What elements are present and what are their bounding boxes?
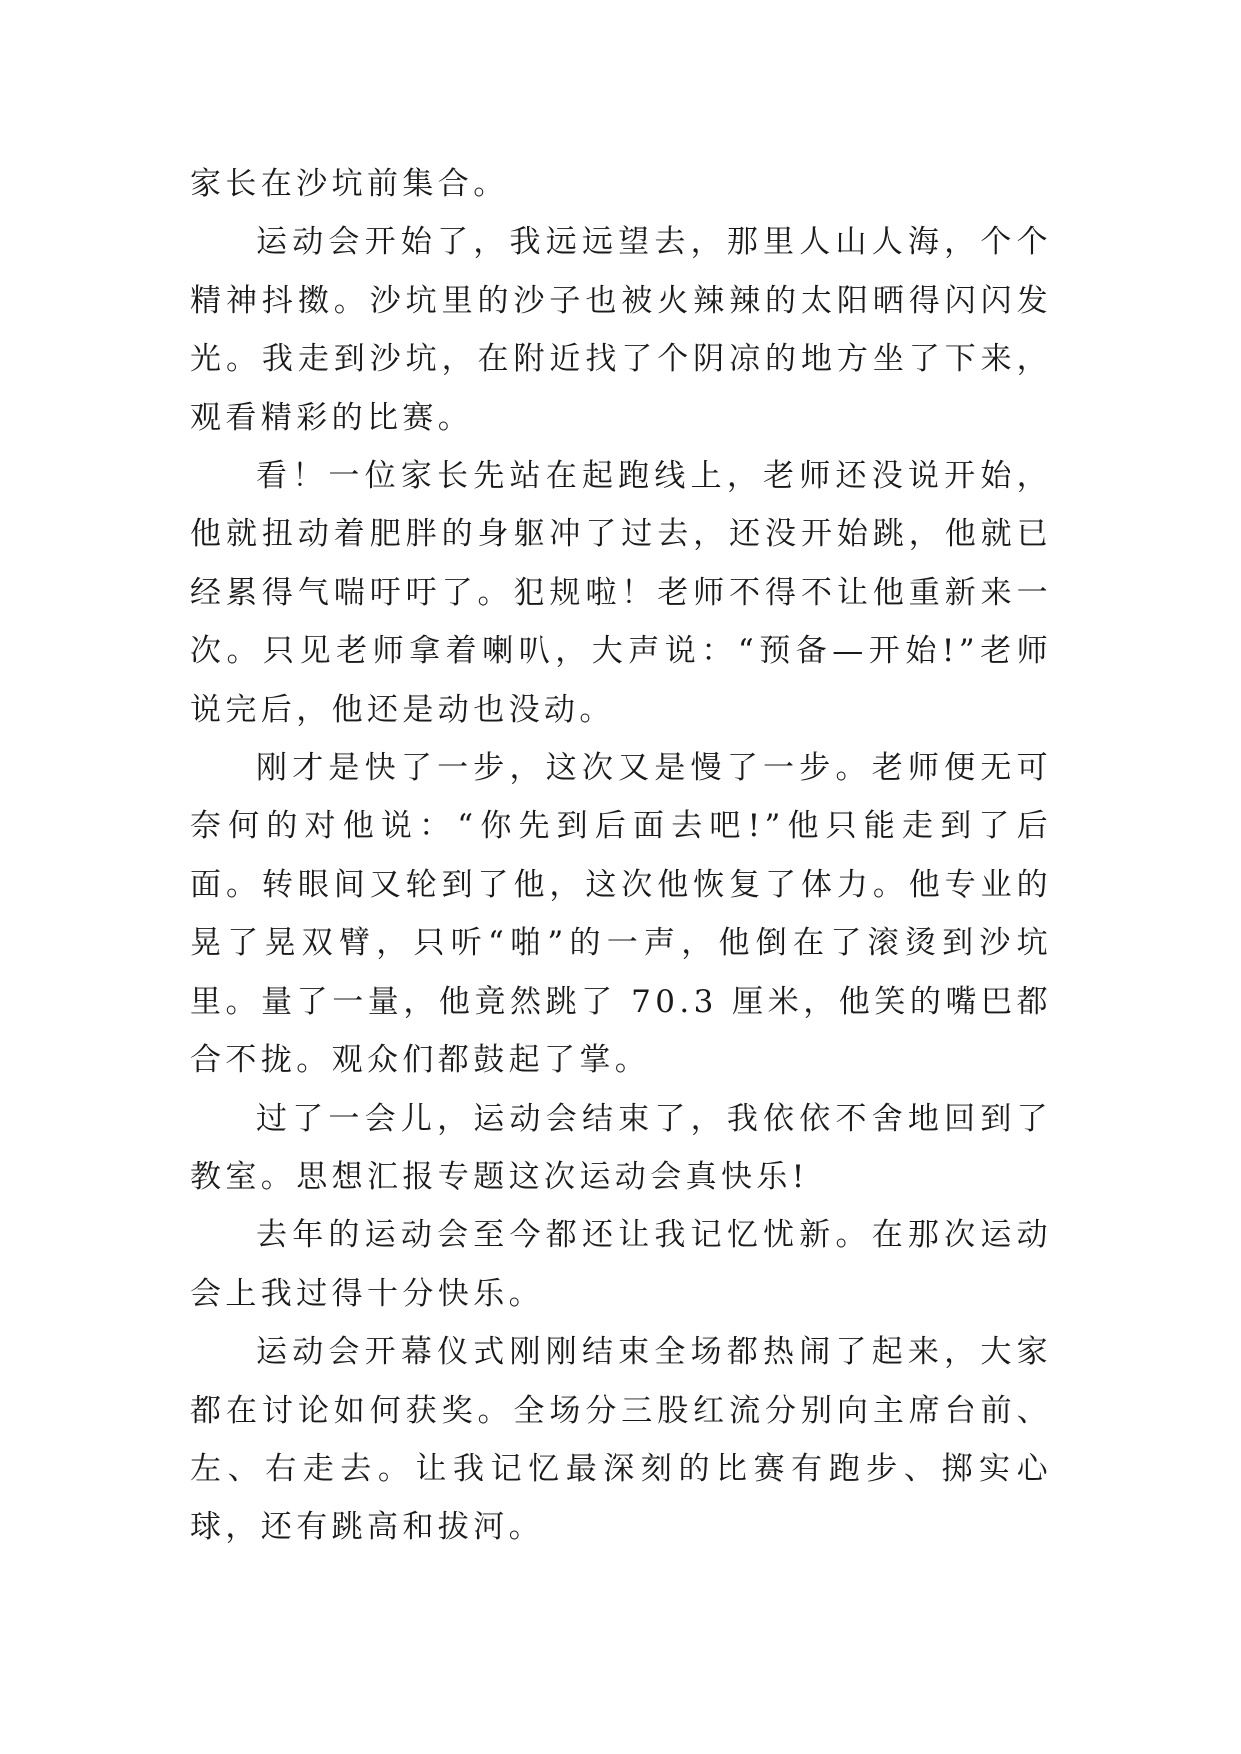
paragraph-7: 运动会开幕仪式刚刚结束全场都热闹了起来，大家都在讨论如何获奖。全场分三股红流分别向主席台前、左、右走去。让我记忆最深刻的比赛有跑步、掷实心球，还有跳高和拔河。 <box>190 1334 1052 1546</box>
paragraph-3: 看！一位家长先站在起跑线上，老师还没说开始，他就扭动着肥胖的身躯冲了过去，还没开始跳，他就已经累得气喘吁吁了。犯规啦！老师不得不让他重新来一次。只见老师拿着喇叭，大声说：“预备—开始!”老师说完后，他还是动也没动。 <box>190 458 1052 728</box>
paragraph-4: 刚才是快了一步，这次又是慢了一步。老师便无可奈何的对他说：“你先到后面去吧!”他只能走到了后面。转眼间又轮到了他，这次他恢复了体力。他专业的晃了晃双臂，只听“啪”的一声，他倒在了滚烫到沙坑里。量了一量，他竟然跳了 70.3 厘米，他笑的嘴巴都合不拢。观众们都鼓起了掌。 <box>190 750 1052 1079</box>
document-body <box>190 155 1052 1557</box>
paragraph-1: 家长在沙坑前集合。 <box>190 166 509 202</box>
paragraph-6: 去年的运动会至今都还让我记忆忧新。在那次运动会上我过得十分快乐。 <box>190 1217 1052 1312</box>
paragraph-2: 运动会开始了，我远远望去，那里人山人海，个个精神抖擞。沙坑里的沙子也被火辣辣的太阳晒得闪闪发光。我走到沙坑，在附近找了个阴凉的地方坐了下来，观看精彩的比赛。 <box>190 224 1052 436</box>
paragraph-5: 过了一会儿，运动会结束了，我依依不舍地回到了教室。思想汇报专题这次运动会真快乐! <box>190 1100 1052 1195</box>
